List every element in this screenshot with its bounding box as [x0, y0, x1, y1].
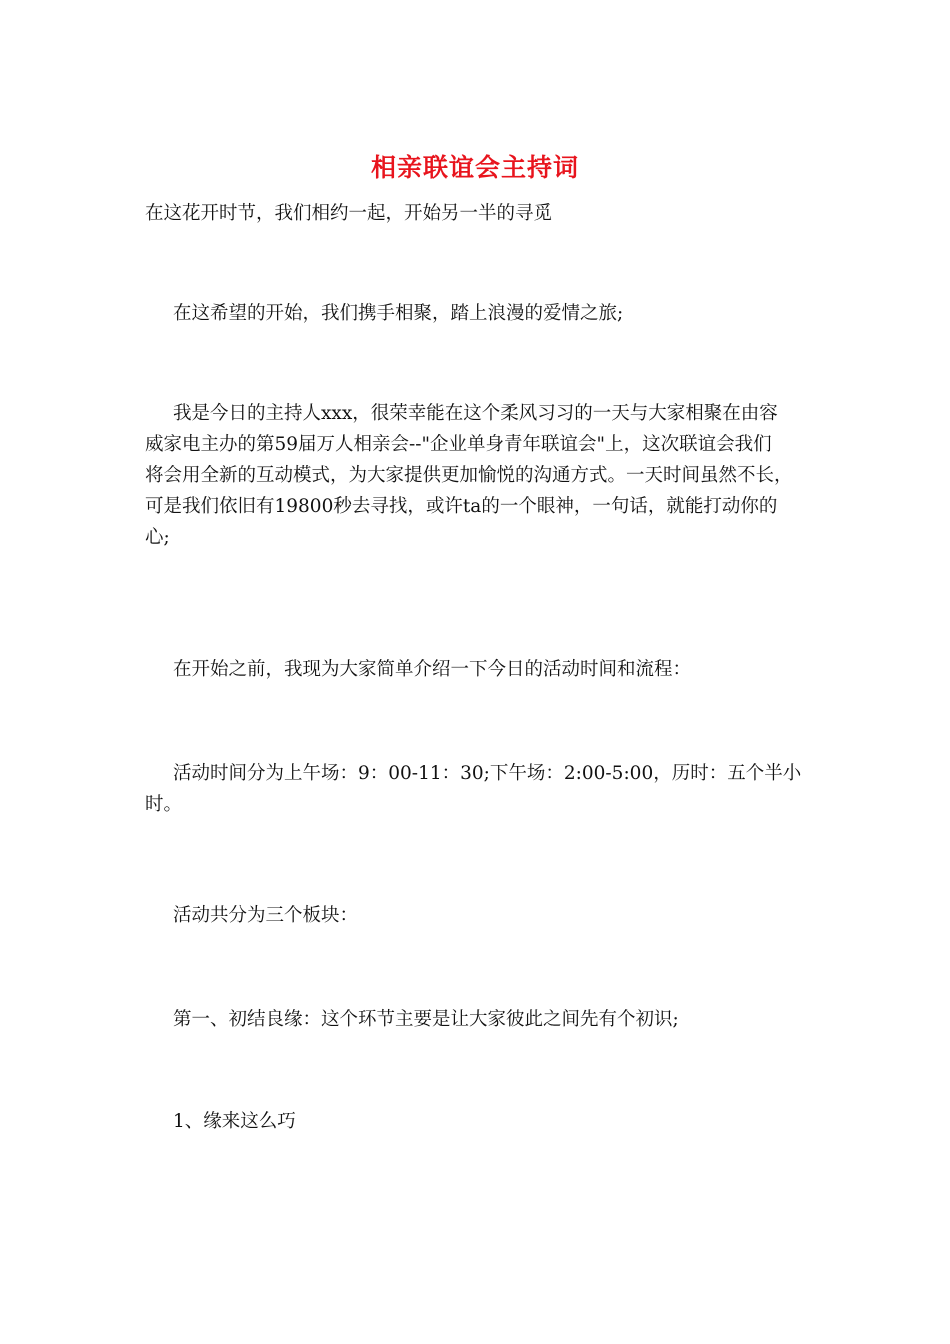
paragraph-opening [145, 198, 810, 229]
paragraph-item-one [145, 1106, 810, 1137]
paragraph-line: 在这花开时节，我们相约一起，开始另一半的寻觅 [145, 203, 553, 224]
paragraph-line: 在开始之前，我现为大家简单介绍一下今日的活动时间和流程： [173, 659, 692, 680]
paragraph-host-intro [145, 398, 810, 553]
paragraph-line: 第一、初结良缘：这个环节主要是让大家彼此之间先有个初识; [173, 1009, 679, 1030]
paragraph-line: 威家电主办的第59届万人相亲会--"企业单身青年联谊会"上，这次联谊会我们 [145, 434, 772, 455]
paragraph-sections [145, 900, 810, 931]
paragraph-line: 时。 [145, 794, 183, 815]
document-title: 相亲联谊会主持词 [370, 153, 579, 182]
paragraph-welcome [145, 298, 810, 329]
paragraph-line: 活动共分为三个板块： [173, 905, 359, 926]
paragraph-line: 可是我们依旧有19800秒去寻找，或许ta的一个眼神，一句话，就能打动你的 [145, 496, 778, 517]
paragraph-line: 1、缘来这么巧 [173, 1111, 296, 1132]
paragraph-line: 我是今日的主持人xxx，很荣幸能在这个柔风习习的一天与大家相聚在由容 [173, 403, 778, 424]
paragraph-line: 将会用全新的互动模式，为大家提供更加愉悦的沟通方式。一天时间虽然不长， [145, 465, 793, 486]
paragraph-line: 心; [145, 527, 170, 548]
paragraph-agenda-intro [145, 654, 810, 685]
paragraph-line: 活动时间分为上午场：9：00-11：30;下午场：2:00-5:00，历时：五个半小 [173, 763, 802, 784]
paragraph-line: 在这希望的开始，我们携手相聚，踏上浪漫的爱情之旅; [173, 303, 624, 324]
paragraph-section-one [145, 1004, 810, 1035]
paragraph-schedule [145, 758, 810, 820]
